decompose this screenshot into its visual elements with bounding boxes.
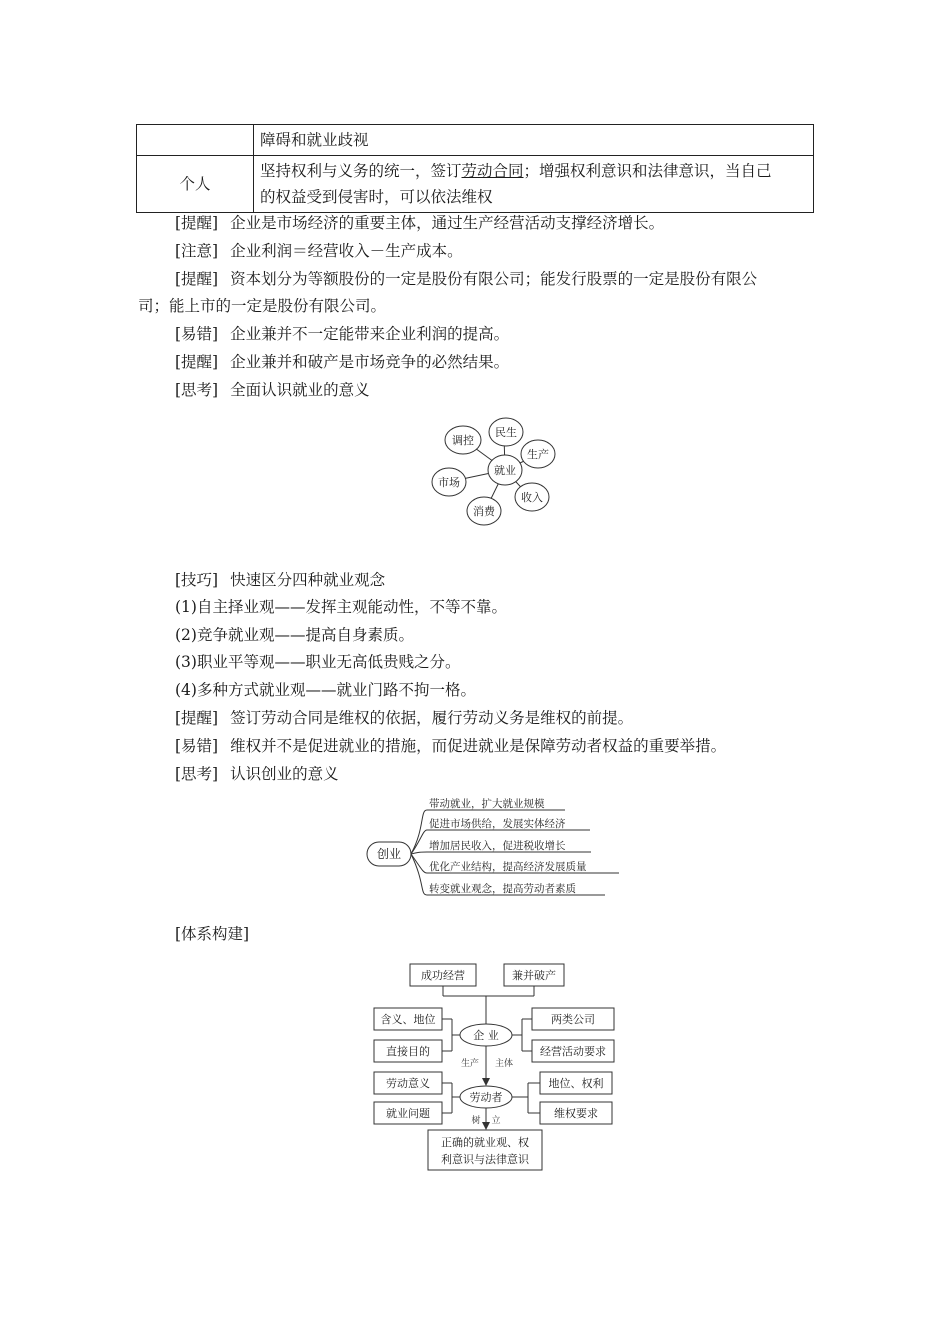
table-row bbox=[137, 125, 814, 156]
startup-branch: 带动就业，扩大就业规模 bbox=[429, 798, 545, 810]
box-top-left: 成功经营 bbox=[421, 969, 465, 982]
note-text: 全面认识就业的意义 bbox=[230, 381, 370, 399]
box-left: 含义、地位 bbox=[380, 1013, 436, 1026]
list-item: (1)自主择业观——发挥主观能动性，不等不靠。 bbox=[175, 598, 507, 616]
note-line bbox=[175, 708, 633, 728]
note-tag: [易错] bbox=[175, 737, 219, 755]
table-cell-content bbox=[254, 156, 814, 213]
list-item: (4)多种方式就业观——就业门路不拘一格。 bbox=[175, 681, 476, 699]
note-text: 企业利润＝经营收入－生产成本。 bbox=[230, 242, 463, 260]
note-tag: [思考] bbox=[175, 765, 219, 783]
diagram-node: 收入 bbox=[521, 491, 543, 504]
system-diagram bbox=[370, 960, 620, 1175]
enterprise-node: 企 业 bbox=[473, 1029, 499, 1042]
note-tag: [提醒] bbox=[175, 270, 219, 288]
note-text: 快速区分四种就业观念 bbox=[230, 571, 386, 589]
note-line bbox=[175, 269, 757, 289]
cell-text: ；增强权利意识和法律意识，当自己 bbox=[523, 162, 772, 180]
diagram-node: 消费 bbox=[473, 505, 495, 518]
box-left: 劳动意义 bbox=[386, 1077, 430, 1090]
note-text: 签订劳动合同是维权的依据，履行劳动义务是维权的前提。 bbox=[230, 709, 634, 727]
section-heading: [体系构建] bbox=[175, 925, 250, 943]
note-text: 企业兼并和破产是市场竞争的必然结果。 bbox=[230, 353, 510, 371]
note-text: 企业是市场经济的重要主体，通过生产经营活动支撑经济增长。 bbox=[230, 214, 665, 232]
box-right: 经营活动要求 bbox=[540, 1045, 606, 1058]
diagram-node: 市场 bbox=[438, 476, 460, 489]
arrow-label: 立 bbox=[491, 1116, 501, 1126]
arrow-label: 树 bbox=[471, 1116, 481, 1126]
list-item: (3)职业平等观——职业无高低贵贱之分。 bbox=[175, 653, 461, 671]
cell-text: 的权益受到侵害时，可以依法维权 bbox=[260, 188, 493, 206]
note-text: 认识创业的意义 bbox=[230, 765, 339, 783]
note-tag: [易错] bbox=[175, 325, 219, 343]
note-line bbox=[175, 352, 509, 372]
table-cell-label bbox=[137, 125, 254, 156]
note-line bbox=[175, 736, 726, 756]
arrow-label: 主体 bbox=[494, 1059, 514, 1069]
note-tag: [技巧] bbox=[175, 571, 219, 589]
note-line bbox=[175, 380, 370, 400]
note-line-continued: 司；能上市的一定是股份有限公司。 bbox=[138, 297, 387, 315]
table-row bbox=[137, 156, 814, 213]
startup-diagram bbox=[365, 798, 635, 910]
worker-node: 劳动者 bbox=[469, 1091, 503, 1104]
bottom-box-text-2: 利意识与法律意识 bbox=[441, 1153, 529, 1166]
box-left: 直接目的 bbox=[386, 1045, 430, 1058]
box-right: 两类公司 bbox=[551, 1013, 595, 1026]
note-tag: [提醒] bbox=[175, 353, 219, 371]
note-line bbox=[175, 764, 339, 784]
startup-branch: 促进市场供给，发展实体经济 bbox=[429, 818, 566, 830]
center-node: 就业 bbox=[494, 464, 516, 477]
underlined-term: 劳动合同 bbox=[461, 162, 524, 180]
box-top-right: 兼并破产 bbox=[512, 969, 556, 982]
diagram-node: 民生 bbox=[495, 426, 517, 439]
note-text: 企业兼并不一定能带来企业利润的提高。 bbox=[230, 325, 510, 343]
note-tag: [提醒] bbox=[175, 214, 219, 232]
startup-branch: 优化产业结构，提高经济发展质量 bbox=[429, 861, 587, 873]
cell-text: 坚持权利与义务的统一，签订 bbox=[260, 162, 462, 180]
startup-root: 创业 bbox=[376, 847, 402, 861]
diagram-node: 生产 bbox=[527, 448, 549, 461]
table-cell-label: 个人 bbox=[137, 156, 254, 213]
note-tag: [思考] bbox=[175, 381, 219, 399]
table-cell-content: 障碍和就业歧视 bbox=[254, 125, 814, 156]
note-line bbox=[175, 570, 385, 590]
note-line bbox=[175, 324, 509, 344]
diagram-node: 调控 bbox=[452, 434, 474, 447]
note-tag: [提醒] bbox=[175, 709, 219, 727]
note-text: 维权并不是促进就业的措施，而促进就业是保障劳动者权益的重要举措。 bbox=[230, 737, 727, 755]
box-left: 就业问题 bbox=[386, 1107, 430, 1120]
note-text: 资本划分为等额股份的一定是股份有限公司；能发行股票的一定是股份有限公 bbox=[230, 270, 758, 288]
startup-branch: 转变就业观念，提高劳动者素质 bbox=[429, 883, 576, 895]
arrow-label: 生产 bbox=[460, 1059, 480, 1069]
startup-branch: 增加居民收入，促进税收增长 bbox=[429, 840, 566, 852]
note-line bbox=[175, 241, 463, 261]
rights-table bbox=[136, 124, 814, 213]
bottom-box-text-1: 正确的就业观、权 bbox=[441, 1136, 529, 1149]
list-item: (2)竞争就业观——提高自身素质。 bbox=[175, 626, 414, 644]
note-tag: [注意] bbox=[175, 242, 219, 260]
note-line bbox=[175, 213, 664, 233]
box-right: 维权要求 bbox=[554, 1107, 598, 1120]
box-right: 地位、权利 bbox=[548, 1077, 604, 1090]
employment-diagram bbox=[420, 415, 560, 530]
